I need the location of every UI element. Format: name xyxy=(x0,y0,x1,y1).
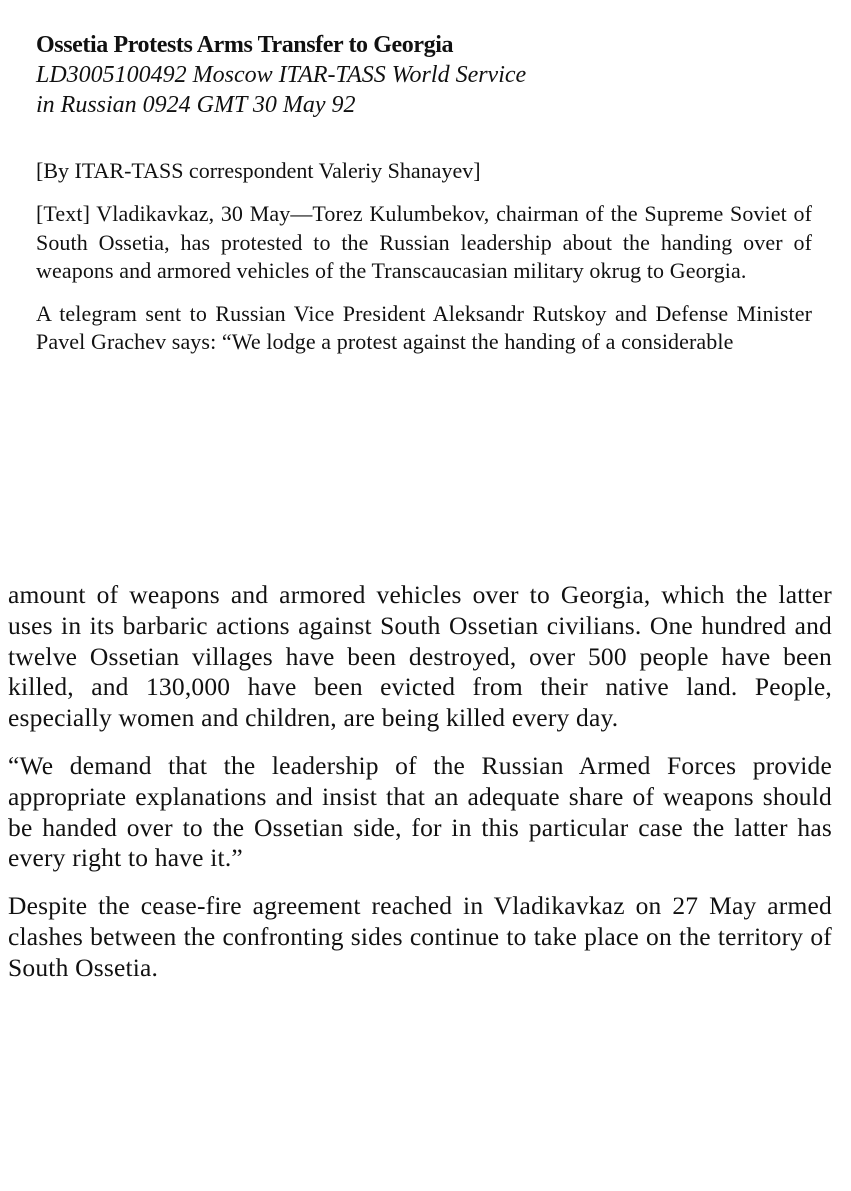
paragraph-demand-quote: “We demand that the leadership of the Russian Armed Forces provide appropriate explanations and insist that an adequate share of weapons should be handed over to the Ossetian side, for in this particular case the latter has every right to have it.” xyxy=(8,750,832,873)
paragraph-cease-fire: Despite the cease-fire agreement reached in Vladikavkaz on 27 May armed clashes between the confronting sides continue to take place on the territory of South Ossetia. xyxy=(8,891,832,982)
paragraph-text-intro: [Text] Vladikavkaz, 30 May—Torez Kulumbekov, chairman of the Supreme Soviet of South Ossetia, has protested to the Russian leadership about the handing over of weapons and armored vehicles of the Transcaucasian military okrug to Georgia. xyxy=(36,201,812,283)
article-continuation xyxy=(8,580,832,1001)
paragraph-telegram-continued: amount of weapons and armored vehicles over to Georgia, which the latter uses in its barbaric actions against South Ossetian civilians. One hundred and twelve Ossetian villages have been destroyed, over 500 people have been killed, and 130,000 have been evicted from their native land. People, especially women and children, are being killed every day. xyxy=(8,580,832,733)
article-title: Ossetia Protests Arms Transfer to Georgia xyxy=(36,32,454,58)
article-header-column xyxy=(36,30,812,357)
dateline-line-2: in Russian 0924 GMT 30 May 92 xyxy=(36,92,356,118)
byline: [By ITAR-TASS correspondent Valeriy Shanayev] xyxy=(36,158,481,183)
dateline-line-1: LD3005100492 Moscow ITAR-TASS World Service xyxy=(36,62,527,88)
paragraph-telegram-start: A telegram sent to Russian Vice President Aleksandr Rutskoy and Defense Minister Pavel Grachev says: “We lodge a protest against the handing of a considerable xyxy=(36,300,812,354)
